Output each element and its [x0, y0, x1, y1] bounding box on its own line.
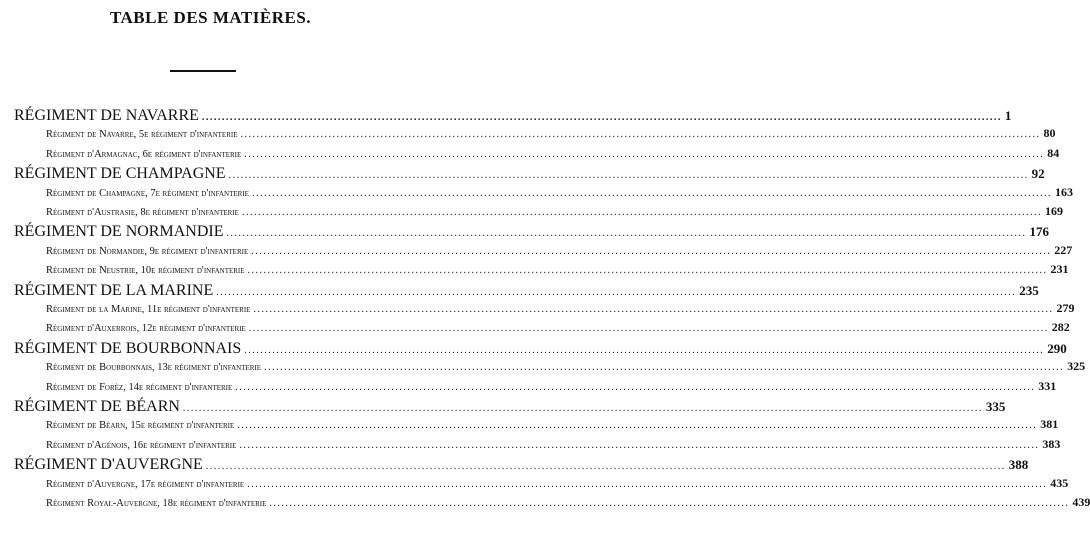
toc-section-entry [14, 107, 1012, 125]
toc-subsection-entry [46, 378, 1057, 394]
page-title: TABLE DES MATIÈRES. [109, 8, 312, 27]
toc-subsection-entry [46, 436, 1061, 452]
toc-entry-label: Régiment de la Marine, 11e régiment d'infanterie [46, 304, 251, 315]
toc-subsection-entry [46, 495, 1090, 510]
toc-entry-label: RÉGIMENT DE NORMANDIE [14, 223, 224, 241]
toc-entry-page: 383 [1042, 436, 1061, 451]
toc-entry-page: 331 [1038, 378, 1057, 393]
toc-entry-label: Régiment d'Auvergne, 17e régiment d'infanterie [46, 478, 245, 490]
toc-entry-label: Régiment de Navarre, 5e régiment d'infanterie [46, 129, 238, 141]
toc-entry-label: RÉGIMENT D'AUVERGNE [14, 456, 203, 474]
toc-subsection-entry [46, 320, 1070, 335]
toc-subsection-entry [46, 184, 1073, 200]
dot-leader: ........................................................................................................................................................................................................ [241, 207, 1042, 218]
toc-subsection-entry [46, 242, 1073, 258]
dot-leader: ........................................................................................................................................................................................................ [264, 362, 1065, 374]
dot-leader: ........................................................................................................................................................................................................ [182, 403, 983, 414]
toc-section-entry [14, 398, 1006, 416]
toc-section-entry [14, 223, 1049, 241]
toc-entry-label: Régiment Royal-Auvergne, 18e régiment d'infanterie [46, 498, 267, 509]
toc-entry-label: RÉGIMENT DE LA MARINE [14, 281, 214, 299]
toc-subsection-entry [46, 145, 1060, 161]
dot-leader: ........................................................................................................................................................................................................ [247, 265, 1048, 277]
toc-entry-label: Régiment d'Auxerrois, 12e régiment d'infanterie [46, 323, 246, 335]
toc-entry-label: RÉGIMENT DE BÉARN [14, 398, 180, 415]
toc-entry-page: 279 [1056, 301, 1075, 315]
dot-leader: ........................................................................................................................................................................................................ [244, 344, 1045, 356]
dot-leader: ........................................................................................................................................................................................................ [228, 170, 1029, 182]
dot-leader: ........................................................................................................................................................................................................ [216, 286, 1017, 298]
toc-section-entry [14, 339, 1067, 358]
toc-subsection-entry [46, 301, 1075, 316]
toc-entry-label: Régiment d'Austrasie, 8e régiment d'infanterie [46, 207, 239, 218]
dot-leader: ........................................................................................................................................................................................................ [251, 187, 1052, 199]
toc-entry-page: 235 [1019, 282, 1039, 298]
toc-entry-label: Régiment de Champagne, 7e régiment d'infanterie [46, 187, 249, 199]
toc-entry-page: 435 [1050, 475, 1069, 490]
toc-entry-label: Régiment de Bourbonnais, 13e régiment d'infanterie [46, 362, 262, 374]
toc-entry-label: Régiment d'Agénois, 16e régiment d'infanterie [46, 439, 237, 451]
dot-leader: ........................................................................................................................................................................................................ [244, 148, 1045, 160]
dot-leader: ........................................................................................................................................................................................................ [248, 323, 1049, 335]
toc-subsection-entry [46, 204, 1063, 219]
toc-entry-label: Régiment de Forèz, 14e régiment d'infanterie [46, 381, 233, 393]
dot-leader: ........................................................................................................................................................................................................ [253, 304, 1054, 315]
toc-subsection-entry [46, 126, 1056, 141]
toc-entry-page: 1 [1004, 108, 1012, 123]
toc-entry-page: 335 [985, 399, 1006, 414]
toc-entry-page: 227 [1054, 242, 1073, 257]
toc-entry-page: 231 [1050, 262, 1069, 277]
toc-entry-label: RÉGIMENT DE NAVARRE [14, 107, 199, 124]
toc-entry-label: Régiment de Neustrie, 10e régiment d'infanterie [46, 265, 245, 277]
toc-entry-page: 381 [1040, 417, 1059, 432]
toc-entry-page: 163 [1054, 184, 1073, 199]
toc-entry-page: 325 [1067, 359, 1086, 374]
dot-leader: ........................................................................................................................................................................................................ [247, 478, 1048, 490]
title-divider [170, 70, 236, 72]
toc-entry-page: 388 [1008, 457, 1029, 473]
toc-entry-label: Régiment de Béarn, 15e régiment d'infanterie [46, 420, 235, 432]
toc-entry-label: RÉGIMENT DE BOURBONNAIS [14, 339, 242, 357]
toc-subsection-entry [46, 475, 1069, 491]
dot-leader: ........................................................................................................................................................................................................ [226, 228, 1027, 240]
dot-leader: ........................................................................................................................................................................................................ [205, 461, 1006, 473]
toc-entry-page: 169 [1044, 204, 1063, 218]
dot-leader: ........................................................................................................................................................................................................ [239, 439, 1040, 451]
dot-leader: ........................................................................................................................................................................................................ [269, 498, 1070, 509]
toc-entry-label: RÉGIMENT DE CHAMPAGNE [14, 165, 226, 183]
toc-section-entry [14, 281, 1039, 300]
toc-entry-page: 176 [1029, 224, 1049, 240]
toc-entry-page: 439 [1072, 495, 1090, 509]
toc-subsection-entry [46, 417, 1059, 432]
toc-entry-page: 84 [1047, 145, 1060, 160]
toc-subsection-entry [46, 359, 1086, 374]
toc-entry-page: 290 [1047, 340, 1067, 356]
toc-entry-label: Régiment d'Armagnac, 6e régiment d'infanterie [46, 148, 242, 160]
toc-entry-page: 80 [1043, 126, 1056, 141]
dot-leader: ........................................................................................................................................................................................................ [240, 129, 1041, 141]
dot-leader: ........................................................................................................................................................................................................ [251, 245, 1052, 257]
toc-entry-page: 92 [1031, 166, 1045, 182]
toc-entry-label: Régiment de Normandie, 9e régiment d'infanterie [46, 245, 249, 257]
dot-leader: ........................................................................................................................................................................................................ [201, 112, 1002, 123]
toc-section-entry [14, 456, 1029, 474]
dot-leader: ........................................................................................................................................................................................................ [237, 420, 1038, 432]
toc-subsection-entry [46, 262, 1069, 277]
toc-entry-page: 282 [1051, 320, 1070, 335]
toc-section-entry [14, 165, 1045, 183]
dot-leader: ........................................................................................................................................................................................................ [235, 381, 1036, 393]
